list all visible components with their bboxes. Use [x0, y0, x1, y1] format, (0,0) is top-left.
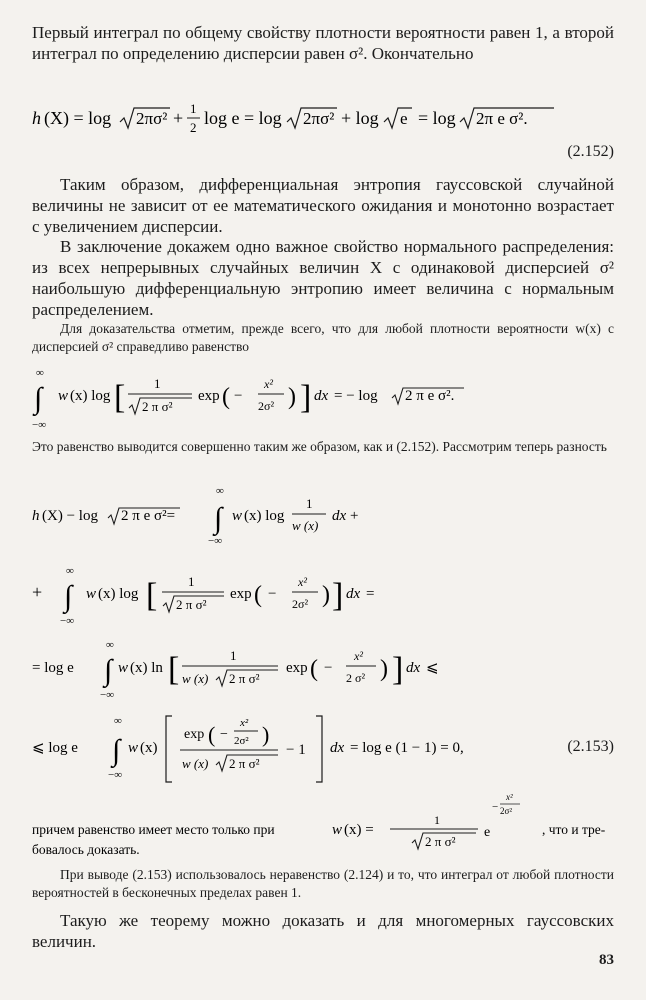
svg-text:=: =: [366, 586, 375, 602]
svg-text:exp: exp: [184, 727, 205, 742]
svg-text:∞: ∞: [36, 367, 44, 379]
svg-text:dx: dx: [330, 740, 345, 756]
svg-text:w: w: [232, 508, 243, 524]
svg-text:∫: ∫: [34, 382, 43, 415]
svg-text:−: −: [268, 586, 277, 602]
svg-text:−∞: −∞: [60, 615, 75, 627]
svg-text:h: h: [32, 108, 41, 128]
equation-2-152: [32, 96, 614, 140]
svg-text:+: +: [32, 582, 43, 602]
svg-text:⩽ log e: ⩽ log e: [32, 740, 78, 756]
svg-text:= − log: = − log: [334, 388, 378, 404]
svg-text:∞: ∞: [106, 640, 114, 651]
svg-text:[: [: [146, 577, 158, 614]
svg-text:h: h: [32, 508, 40, 524]
equation-number-2-153: (2.153): [567, 738, 614, 755]
svg-text:w: w: [86, 586, 97, 602]
svg-text:= log: = log: [418, 108, 456, 128]
paragraph-proof: Для доказательства отметим, прежде всего, что для любой плотности вероятности w(x) с дисперсией σ² справедливо равенство: [32, 321, 614, 354]
svg-text:−∞: −∞: [32, 419, 47, 430]
svg-text:dx: dx: [314, 388, 329, 404]
svg-text:1: 1: [306, 496, 313, 511]
equation-diff-line-4: [32, 712, 512, 788]
svg-text:w: w: [128, 740, 139, 756]
svg-text:(x) log: (x) log: [244, 508, 285, 524]
svg-text:2σ²: 2σ²: [500, 806, 513, 816]
svg-text:−∞: −∞: [208, 535, 223, 546]
svg-text:log e = log: log e = log: [204, 108, 282, 128]
svg-text:−: −: [220, 727, 228, 742]
svg-text:−: −: [492, 801, 499, 813]
svg-text:]: ]: [300, 379, 312, 416]
svg-text:(x) log: (x) log: [70, 388, 111, 404]
svg-text:[: [: [168, 651, 180, 688]
paragraph-derivation: При выводе (2.153) использовалось неравенство (2.124) и то, что интеграл от любой плотности вероятностей в бесконечных пределах равен 1.: [32, 867, 614, 900]
svg-text:dx: dx: [332, 508, 347, 524]
svg-text:∞: ∞: [66, 566, 74, 577]
svg-text:2 π σ²: 2 π σ²: [425, 834, 456, 849]
svg-text:x²: x²: [354, 649, 363, 663]
svg-text:2 π e σ².: 2 π e σ².: [405, 388, 455, 404]
page-number: 83: [599, 952, 614, 968]
svg-text:]: ]: [392, 651, 404, 688]
svg-text:1: 1: [190, 101, 197, 116]
svg-text:−∞: −∞: [108, 769, 123, 781]
svg-text:− 1: − 1: [286, 742, 306, 758]
svg-text:e: e: [484, 825, 491, 840]
svg-text:−∞: −∞: [100, 689, 115, 701]
paragraph-intro: Первый интеграл по общему свойству плотности вероятности равен 1, а второй интеграл по определению дисперсии равен σ². Окончательно: [32, 23, 614, 63]
paragraph-thus: Таким образом, дифференциальная энтропия гауссовской случайной величины не зависит от ее математического ожидания и монотонно возрастает с увеличением дисперсии.: [32, 175, 614, 236]
equation-diff-line-1: [32, 484, 614, 546]
svg-text:w (x): w (x): [182, 756, 209, 771]
svg-text:(x) =: (x) =: [344, 822, 374, 838]
paragraph-conclusion: В заключение докажем одно важное свойство нормального распределения: из всех непрерывных случайных величин X с одинаковой дисперсией σ² наибольшую дифференциальную энтропию имеет величина с нормальным распределением.: [32, 237, 614, 319]
svg-text:1: 1: [230, 648, 237, 663]
svg-text:dx: dx: [346, 586, 361, 602]
svg-text:2π e σ².: 2π e σ².: [476, 109, 528, 128]
svg-text:2 π σ²: 2 π σ²: [229, 756, 260, 771]
equation-diff-line-1-render: [32, 484, 614, 546]
svg-text:w (x): w (x): [182, 671, 209, 686]
svg-text:(: (: [208, 722, 216, 747]
svg-text:): ): [322, 582, 330, 608]
svg-text:2 π σ²: 2 π σ²: [176, 597, 207, 612]
svg-text:2σ²: 2σ²: [234, 735, 249, 747]
svg-text:∫: ∫: [112, 734, 121, 767]
svg-text:+: +: [173, 108, 184, 128]
svg-text:+: +: [350, 508, 359, 524]
svg-text:2 π e σ²=: 2 π e σ²=: [121, 508, 176, 524]
svg-text:2 σ²: 2 σ²: [346, 671, 366, 685]
equation-identity: [32, 366, 614, 430]
svg-text:(: (: [310, 656, 318, 682]
svg-text:⩽: ⩽: [426, 660, 439, 676]
equation-number-2-152: (2.152): [567, 143, 614, 160]
paragraph-where: [32, 792, 614, 856]
svg-text:2: 2: [190, 120, 197, 135]
svg-text:(X) = log: (X) = log: [44, 108, 112, 128]
svg-text:w (x): w (x): [292, 518, 319, 533]
svg-text:∞: ∞: [216, 485, 224, 497]
paragraph-where-render: [32, 792, 614, 856]
svg-text:): ): [288, 384, 296, 410]
svg-text:1: 1: [188, 574, 195, 589]
svg-text:2σ²: 2σ²: [292, 597, 309, 611]
svg-text:причем равенство имеет место т: причем равенство имеет место только при: [32, 822, 275, 837]
svg-text:[: [: [114, 379, 126, 416]
equation-diff-line-2-render: [32, 566, 614, 628]
svg-text:w: w: [58, 388, 69, 404]
svg-text:(: (: [222, 384, 230, 410]
svg-text:= log e: = log e: [32, 660, 74, 676]
svg-text:−: −: [234, 388, 243, 404]
paragraph-multidimensional: Такую же теорему можно доказать и для многомерных гауссовских величин.: [32, 911, 614, 951]
svg-text:): ): [262, 722, 270, 747]
svg-text:+ log: + log: [341, 108, 379, 128]
svg-text:x²: x²: [264, 377, 273, 391]
svg-text:∞: ∞: [114, 715, 122, 727]
svg-text:x²: x²: [506, 792, 513, 802]
svg-text:= log e (1 − 1) = 0,: = log e (1 − 1) = 0,: [350, 740, 464, 756]
equation-diff-line-3-render: [32, 640, 614, 702]
svg-text:(x) ln: (x) ln: [130, 660, 163, 676]
svg-text:бовалось доказать.: бовалось доказать.: [32, 842, 140, 856]
svg-text:∫: ∫: [104, 654, 113, 687]
svg-text:(: (: [254, 582, 262, 608]
svg-text:(X) − log: (X) − log: [42, 508, 98, 524]
svg-text:): ): [380, 656, 388, 682]
svg-text:w: w: [332, 822, 343, 838]
svg-text:∫: ∫: [64, 580, 73, 613]
equation-diff-line-4-render: [32, 712, 512, 788]
svg-text:x²: x²: [240, 717, 249, 729]
svg-text:−: −: [324, 660, 333, 676]
svg-text:exp: exp: [286, 660, 308, 676]
paragraph-derived: Это равенство выводится совершенно таким же образом, как и (2.152). Рассмотрим теперь разность: [32, 439, 607, 454]
svg-text:, что и тре-: , что и тре-: [542, 822, 606, 837]
svg-text:1: 1: [434, 813, 440, 827]
svg-text:(x) log: (x) log: [98, 586, 139, 602]
svg-text:dx: dx: [406, 660, 421, 676]
svg-text:w: w: [118, 660, 129, 676]
svg-text:1: 1: [154, 376, 161, 391]
equation-diff-line-2: [32, 566, 614, 628]
svg-text:2πσ²: 2πσ²: [136, 109, 168, 128]
svg-text:∫: ∫: [214, 502, 223, 535]
svg-text:(x): (x): [140, 740, 158, 756]
svg-text:2 π σ²: 2 π σ²: [229, 671, 260, 686]
equation-diff-line-3: [32, 640, 614, 702]
svg-text:]: ]: [332, 577, 344, 614]
svg-text:2πσ²: 2πσ²: [303, 109, 335, 128]
svg-text:x²: x²: [298, 575, 307, 589]
equation-identity-render: [32, 366, 614, 430]
svg-text:exp: exp: [230, 586, 252, 602]
svg-text:e: e: [400, 109, 408, 128]
equation-2-152-render: [32, 96, 614, 140]
svg-text:2σ²: 2σ²: [258, 399, 275, 413]
svg-text:exp: exp: [198, 388, 220, 404]
svg-text:2 π σ²: 2 π σ²: [142, 399, 173, 414]
